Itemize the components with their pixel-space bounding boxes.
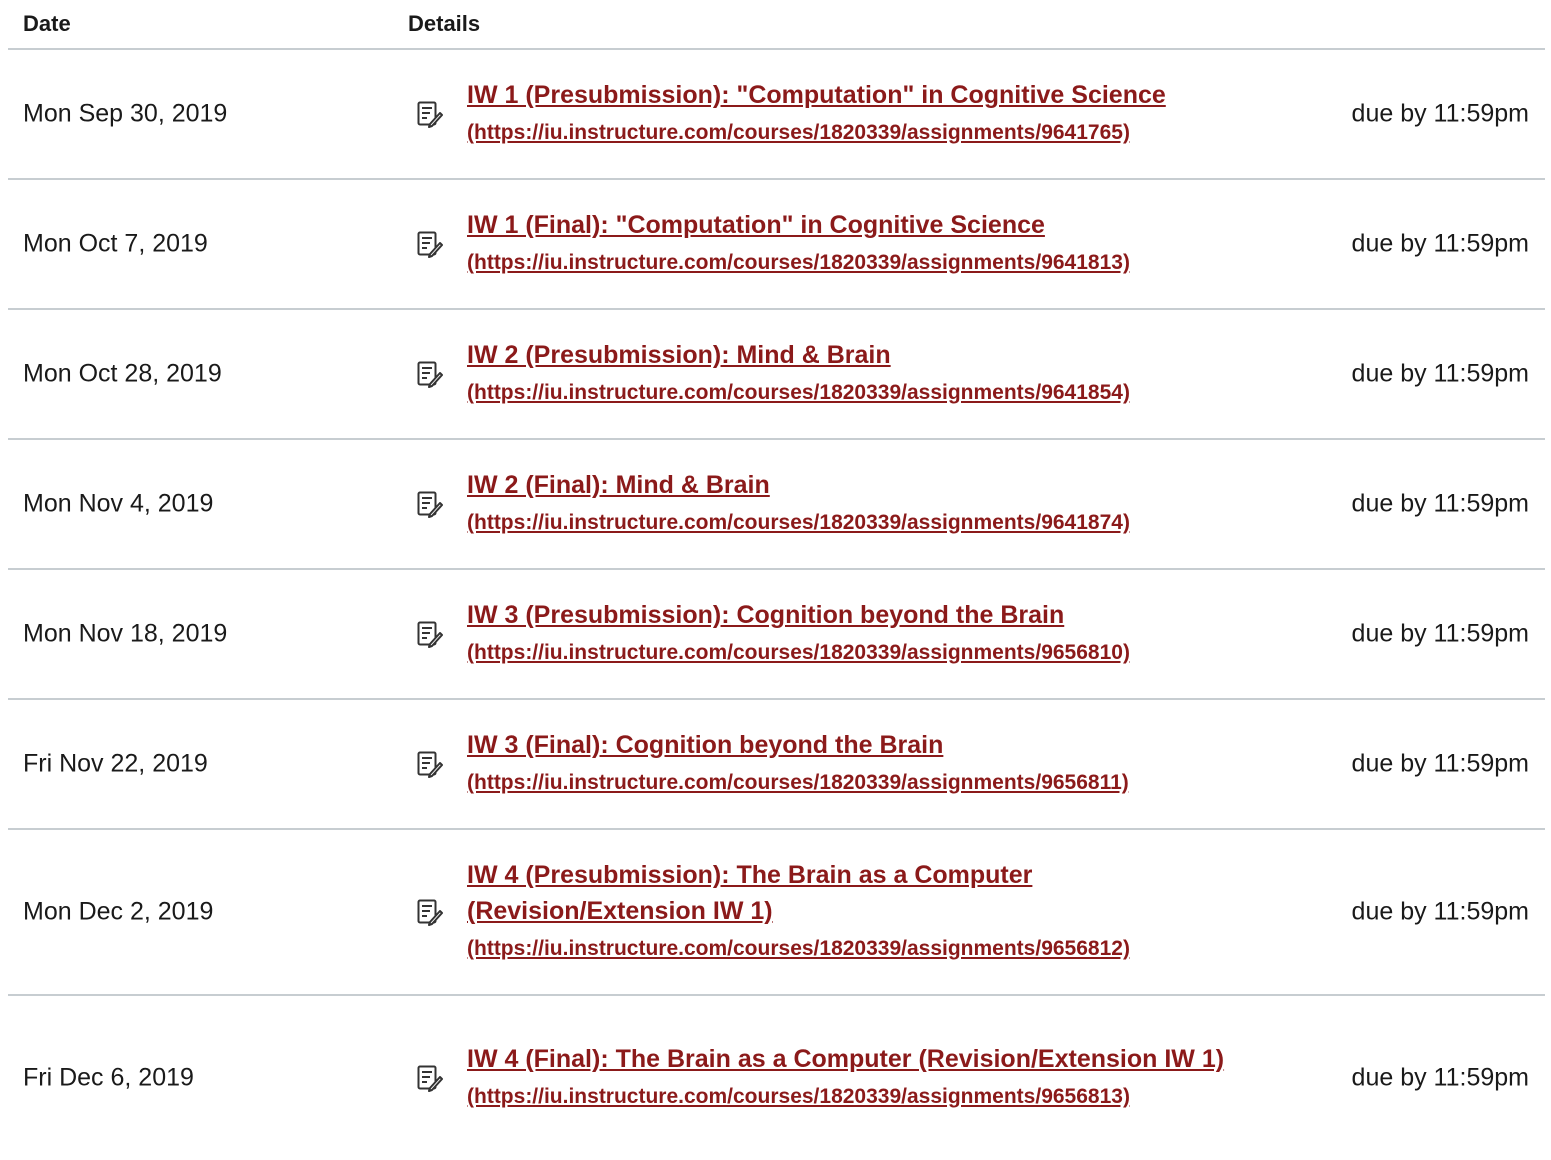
assignment-link[interactable]: IW 4 (Final): The Brain as a Computer (Revision/Extension IW 1) (https://iu.instructure.com/courses/1820339/assignments/9656813) bbox=[467, 1045, 1225, 1108]
table-row bbox=[8, 180, 1545, 310]
details-column-header: Details bbox=[408, 11, 481, 36]
due-time: due by 11:59pm bbox=[1351, 619, 1529, 648]
assignment-link[interactable]: IW 3 (Final): Cognition beyond the Brain (https://iu.instructure.com/courses/1820339/assignments/9656811) bbox=[467, 731, 1129, 794]
due-time: due by 11:59pm bbox=[1351, 359, 1529, 388]
due-date: Fri Dec 6, 2019 bbox=[23, 1063, 194, 1092]
assignment-details bbox=[416, 727, 1292, 801]
table-header bbox=[8, 0, 1545, 50]
assignment-link[interactable]: IW 2 (Final): Mind & Brain (https://iu.instructure.com/courses/1820339/assignments/9641874) bbox=[467, 471, 1130, 534]
assignment-link[interactable]: IW 2 (Presubmission): Mind & Brain (https://iu.instructure.com/courses/1820339/assignments/9641854) bbox=[467, 341, 1130, 404]
assignment-details bbox=[416, 337, 1292, 411]
table-row bbox=[8, 996, 1545, 1160]
assignment-details bbox=[416, 467, 1292, 541]
due-time: due by 11:59pm bbox=[1351, 99, 1529, 128]
assignment-icon bbox=[416, 750, 444, 778]
assignment-icon bbox=[416, 1064, 444, 1092]
assignment-icon bbox=[416, 230, 444, 258]
assignment-link[interactable]: IW 4 (Presubmission): The Brain as a Computer (Revision/Extension IW 1) (https://iu.instructure.com/courses/1820339/assignments/9656812) bbox=[467, 861, 1130, 960]
table-row bbox=[8, 570, 1545, 700]
assignment-link[interactable]: IW 3 (Presubmission): Cognition beyond the Brain (https://iu.instructure.com/courses/1820339/assignments/9656810) bbox=[467, 601, 1130, 664]
assignment-icon bbox=[416, 620, 444, 648]
assignments-table bbox=[8, 0, 1545, 1160]
due-date: Mon Nov 18, 2019 bbox=[23, 619, 228, 648]
due-time: due by 11:59pm bbox=[1351, 1063, 1529, 1092]
table-row bbox=[8, 830, 1545, 996]
due-date: Mon Nov 4, 2019 bbox=[23, 489, 214, 518]
table-row bbox=[8, 50, 1545, 180]
assignment-details bbox=[416, 1041, 1292, 1115]
due-date: Mon Dec 2, 2019 bbox=[23, 897, 214, 926]
assignment-icon bbox=[416, 360, 444, 388]
assignment-icon bbox=[416, 100, 444, 128]
table-row bbox=[8, 310, 1545, 440]
due-time: due by 11:59pm bbox=[1351, 897, 1529, 926]
assignment-icon bbox=[416, 490, 444, 518]
due-date: Fri Nov 22, 2019 bbox=[23, 749, 208, 778]
assignment-details bbox=[416, 207, 1292, 281]
assignment-details bbox=[416, 597, 1292, 671]
assignment-link[interactable]: IW 1 (Final): "Computation" in Cognitive Science (https://iu.instructure.com/courses/1820339/assignments/9641813) bbox=[467, 211, 1130, 274]
date-column-header: Date bbox=[23, 11, 71, 36]
assignment-icon bbox=[416, 898, 444, 926]
due-time: due by 11:59pm bbox=[1351, 489, 1529, 518]
assignment-details bbox=[416, 857, 1130, 967]
assignment-details bbox=[416, 77, 1292, 151]
due-date: Mon Oct 28, 2019 bbox=[23, 359, 222, 388]
table-row bbox=[8, 700, 1545, 830]
due-date: Mon Sep 30, 2019 bbox=[23, 99, 228, 128]
due-time: due by 11:59pm bbox=[1351, 749, 1529, 778]
table-row bbox=[8, 440, 1545, 570]
due-time: due by 11:59pm bbox=[1351, 229, 1529, 258]
due-date: Mon Oct 7, 2019 bbox=[23, 229, 208, 258]
assignment-link[interactable]: IW 1 (Presubmission): "Computation" in Cognitive Science (https://iu.instructure.com/courses/1820339/assignments/9641765) bbox=[467, 81, 1166, 144]
